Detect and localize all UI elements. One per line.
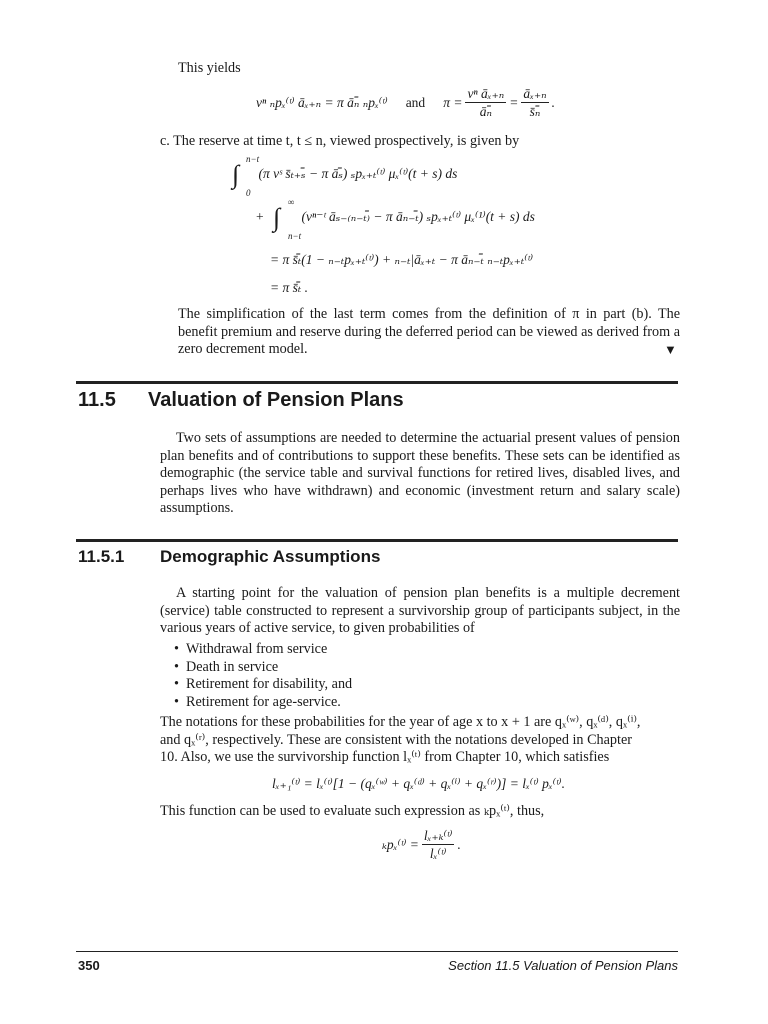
notation-line-1: The notations for these probabilities for the year of age x to x + 1 are qₓ⁽ʷ⁾, qₓ⁽ᵈ⁾, qₓ⁽ⁱ⁾, [160, 714, 641, 730]
notation-paragraph [160, 714, 690, 767]
eq1-period: . [551, 94, 555, 110]
after-equation-text: This function can be used to evaluate such expression as ₖpₓ⁽ᵗ⁾, thus, [160, 803, 545, 819]
eq1-and: and [405, 94, 426, 110]
integral-2-plus: + [256, 209, 264, 225]
subsection-rule [76, 539, 678, 542]
part-c-closing [178, 306, 680, 359]
eq1-fraction-2 [521, 86, 548, 119]
running-head: Section 11.5 Valuation of Pension Plans [448, 958, 678, 973]
eq1-numerator-1: vⁿ āₓ₊ₙ [467, 86, 505, 101]
subsection-intro-text: A starting point for the valuation of pension plan benefits is a multiple decrement (service) table constructed to represent a survivorship group of participants subject, in the various years of active service, to given probabilities of [160, 585, 680, 636]
integral-2 [256, 197, 535, 241]
list-item: • Retirement for age-service. [174, 694, 352, 712]
subsection-title: Demographic Assumptions [160, 547, 381, 566]
subsection-intro [160, 585, 680, 638]
section-body [160, 430, 680, 518]
integral-1-upper: n−t [246, 154, 260, 164]
kpx-denominator: lₓ⁽ᵗ⁾ [429, 846, 447, 861]
eq1-numerator-2: āₓ₊ₙ [523, 86, 547, 101]
integral-sign-2: ∫ [273, 203, 281, 232]
section-body-text: Two sets of assumptions are needed to determine the actuarial present values of pension plan benefits and of contributions to support these benefits. These sets can be identified as demographic (the service table and survival functions for retired lives, disabled lives, and perhaps lives who have withdrawn) and economic (investment return and salary scale) assumptions. [160, 430, 680, 516]
kpx-equation [382, 828, 461, 861]
equation-premium [256, 86, 555, 119]
subsection-number: 11.5.1 [78, 547, 125, 566]
eq1-denominator-2: s̄ₙ̄ [529, 104, 541, 119]
section-title: Valuation of Pension Plans [148, 389, 404, 411]
integral-1 [232, 154, 458, 198]
kpx-left: ₖpₓ⁽ᵗ⁾ = [382, 836, 419, 852]
decrement-list [174, 641, 352, 711]
eq1-left: vⁿ ₙpₓ⁽ᵗ⁾ āₓ₊ₙ = π āₙ̄ ₙpₓ⁽ᵗ⁾ [256, 94, 388, 110]
part-c-text: c. The reserve at time t, t ≤ n, viewed prospectively, is given by [160, 133, 520, 149]
reserve-line-3: = π s̄ₜ̄(1 − ₙ₋ₜpₓ₊ₜ⁽ᵗ⁾) + ₙ₋ₜ|āₓ₊ₜ − π āₙ₋ₜ̄ ₙ₋ₜpₓ₊ₜ⁽ᵗ⁾ [270, 252, 534, 267]
list-item: • Withdrawal from service [174, 641, 352, 659]
kpx-numerator: lₓ₊ₖ⁽ᵗ⁾ [423, 828, 453, 843]
kpx-period: . [457, 836, 461, 852]
end-of-example-triangle-icon: ▼ [664, 342, 677, 357]
eq1-fraction-1 [465, 86, 506, 119]
eq1-equals: = [509, 94, 519, 110]
closing-text: The simplification of the last term comes from the definition of π in part (b). The benefit premium and reserve during the deferred period can be viewed as derived from a zero decrement model. [178, 306, 680, 357]
list-item: • Death in service [174, 659, 352, 677]
integral-sign-1: ∫ [232, 160, 240, 189]
notation-line-3: 10. Also, we use the survivorship function lₓ⁽ᵗ⁾ from Chapter 10, which satisfies [160, 749, 610, 765]
notation-line-2: and qₓ⁽ʳ⁾, respectively. These are consistent with the notations developed in Chapter [160, 731, 632, 748]
integral-1-lower: 0 [246, 188, 251, 198]
footer-rule [76, 951, 678, 952]
integral-1-body: (π vˢ s̄ₜ₊ₛ̄ − π āₛ̄) ₛpₓ₊ₜ⁽ᵗ⁾ μₓ⁽ᵗ⁾(t + s) ds [258, 166, 458, 182]
reserve-line-4: = π s̄ₜ̄ . [270, 280, 308, 295]
survivorship-equation: lₓ₊₁⁽ᵗ⁾ = lₓ⁽ᵗ⁾[1 − (qₓ⁽ʷ⁾ + qₓ⁽ᵈ⁾ + qₓ⁽ⁱ⁾ + qₓ⁽ʳ⁾)] = lₓ⁽ᵗ⁾ pₓ⁽ᵗ⁾. [272, 776, 565, 791]
eq1-pi: π = [443, 94, 463, 110]
integral-2-body: (vⁿ⁻ᵗ āₛ₋₍ₙ₋ₜ₎̄ − π āₙ₋ₜ̄) ₛpₓ₊ₜ⁽ᵗ⁾ μₓ⁽¹⁾(t + s) ds [301, 209, 535, 225]
kpx-fraction [422, 828, 455, 861]
section-rule [76, 381, 678, 384]
page-number: 350 [78, 958, 100, 973]
eq1-denominator-1: āₙ̄ [479, 104, 492, 119]
list-item: • Retirement for disability, and [174, 676, 352, 694]
integral-2-lower: n−t [288, 231, 302, 241]
section-number: 11.5 [78, 389, 116, 411]
integral-2-upper: ∞ [288, 197, 295, 207]
lead-text: This yields [178, 60, 241, 76]
